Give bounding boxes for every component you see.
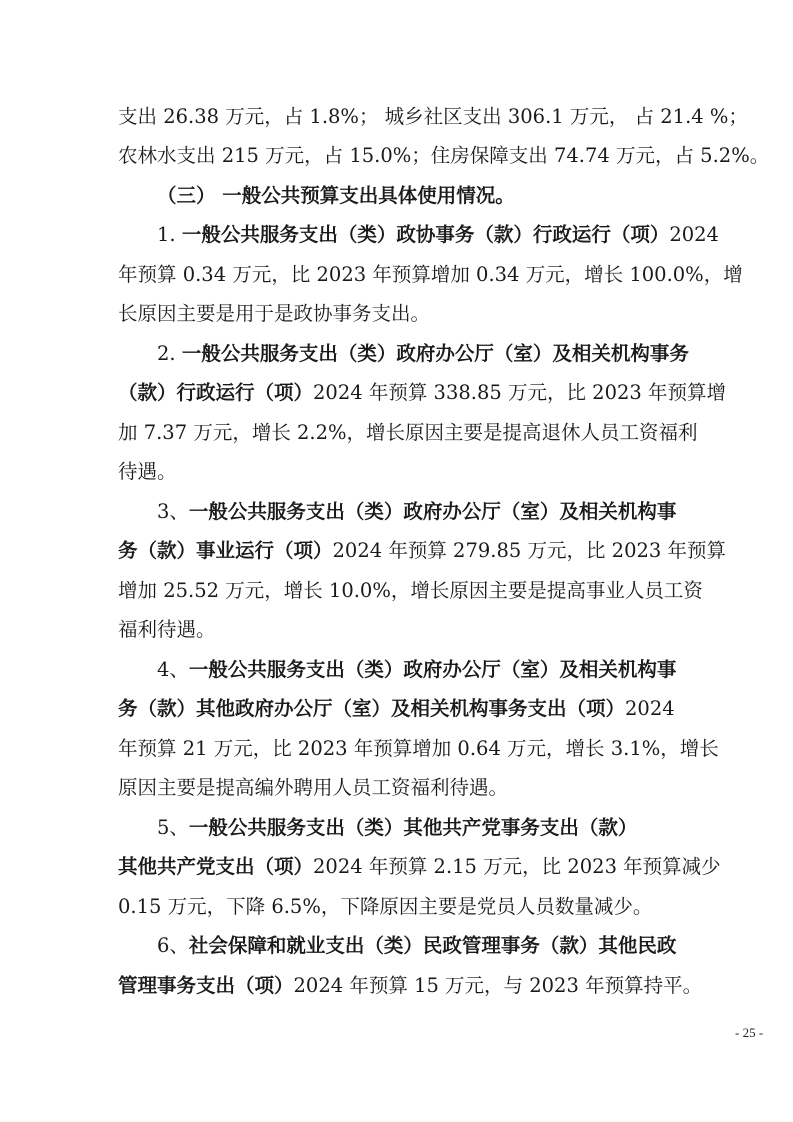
text-line: 务（款）其他政府办公厅（室）及相关机构事务支出（项）2024 — [118, 697, 675, 720]
text-line: 其他共产党支出（项）2024 年预算 2.15 万元，比 2023 年预算减少 — [118, 855, 721, 878]
paragraph-3-line-1: 3、一般公共服务支出（类）政府办公厅（室）及相关机构事 — [157, 500, 677, 523]
text-line: 原因主要是提高编外聘用人员工资福利待遇。 — [118, 776, 509, 799]
text-line: 年预算 21 万元，比 2023 年预算增加 0.64 万元，增长 3.1%，增长 — [118, 737, 719, 760]
text-line: 0.15 万元，下降 6.5%，下降原因主要是党员人员数量减少。 — [118, 895, 653, 918]
text-line: （款）行政运行（项）2024 年预算 338.85 万元，比 2023 年预算增 — [118, 381, 726, 404]
paragraph-4-line-1: 4、一般公共服务支出（类）政府办公厅（室）及相关机构事 — [157, 658, 677, 681]
paragraph-6-line-1: 6、社会保障和就业支出（类）民政管理事务（款）其他民政 — [157, 934, 677, 957]
page-number: - 25 - — [735, 1025, 764, 1040]
paragraph-2-line-1: 2. 一般公共服务支出（类）政府办公厅（室）及相关机构事务 — [157, 342, 689, 365]
text-line: 加 7.37 万元，增长 2.2%，增长原因主要是提高退休人员工资福利 — [118, 421, 698, 444]
text-line: 管理事务支出（项）2024 年预算 15 万元，与 2023 年预算持平。 — [118, 974, 703, 997]
text-line: 支出 26.38 万元，占 1.8%； 城乡社区支出 306.1 万元， 占 21.4 %； — [118, 105, 748, 128]
section-heading: （三） 一般公共预算支出具体使用情况。 — [157, 184, 515, 207]
text-line: 务（款）事业运行（项）2024 年预算 279.85 万元，比 2023 年预算 — [118, 539, 726, 562]
text-line: 农林水支出 215 万元，占 15.0%；住房保障支出 74.74 万元，占 5.2%。 — [118, 144, 770, 167]
text-line: 年预算 0.34 万元，比 2023 年预算增加 0.34 万元，增长 100.0%，增 — [118, 263, 743, 286]
text-line: 待遇。 — [118, 460, 177, 483]
text-line: 福利待遇。 — [118, 618, 216, 641]
text-line: 长原因主要是用于是政协事务支出。 — [118, 302, 431, 325]
text-line: 增加 25.52 万元，增长 10.0%，增长原因主要是提高事业人员工资 — [118, 579, 703, 602]
paragraph-1-line-1: 1. 一般公共服务支出（类）政协事务（款）行政运行（项）2024 — [157, 223, 719, 246]
paragraph-5-line-1: 5、一般公共服务支出（类）其他共产党事务支出（款） — [157, 816, 638, 839]
